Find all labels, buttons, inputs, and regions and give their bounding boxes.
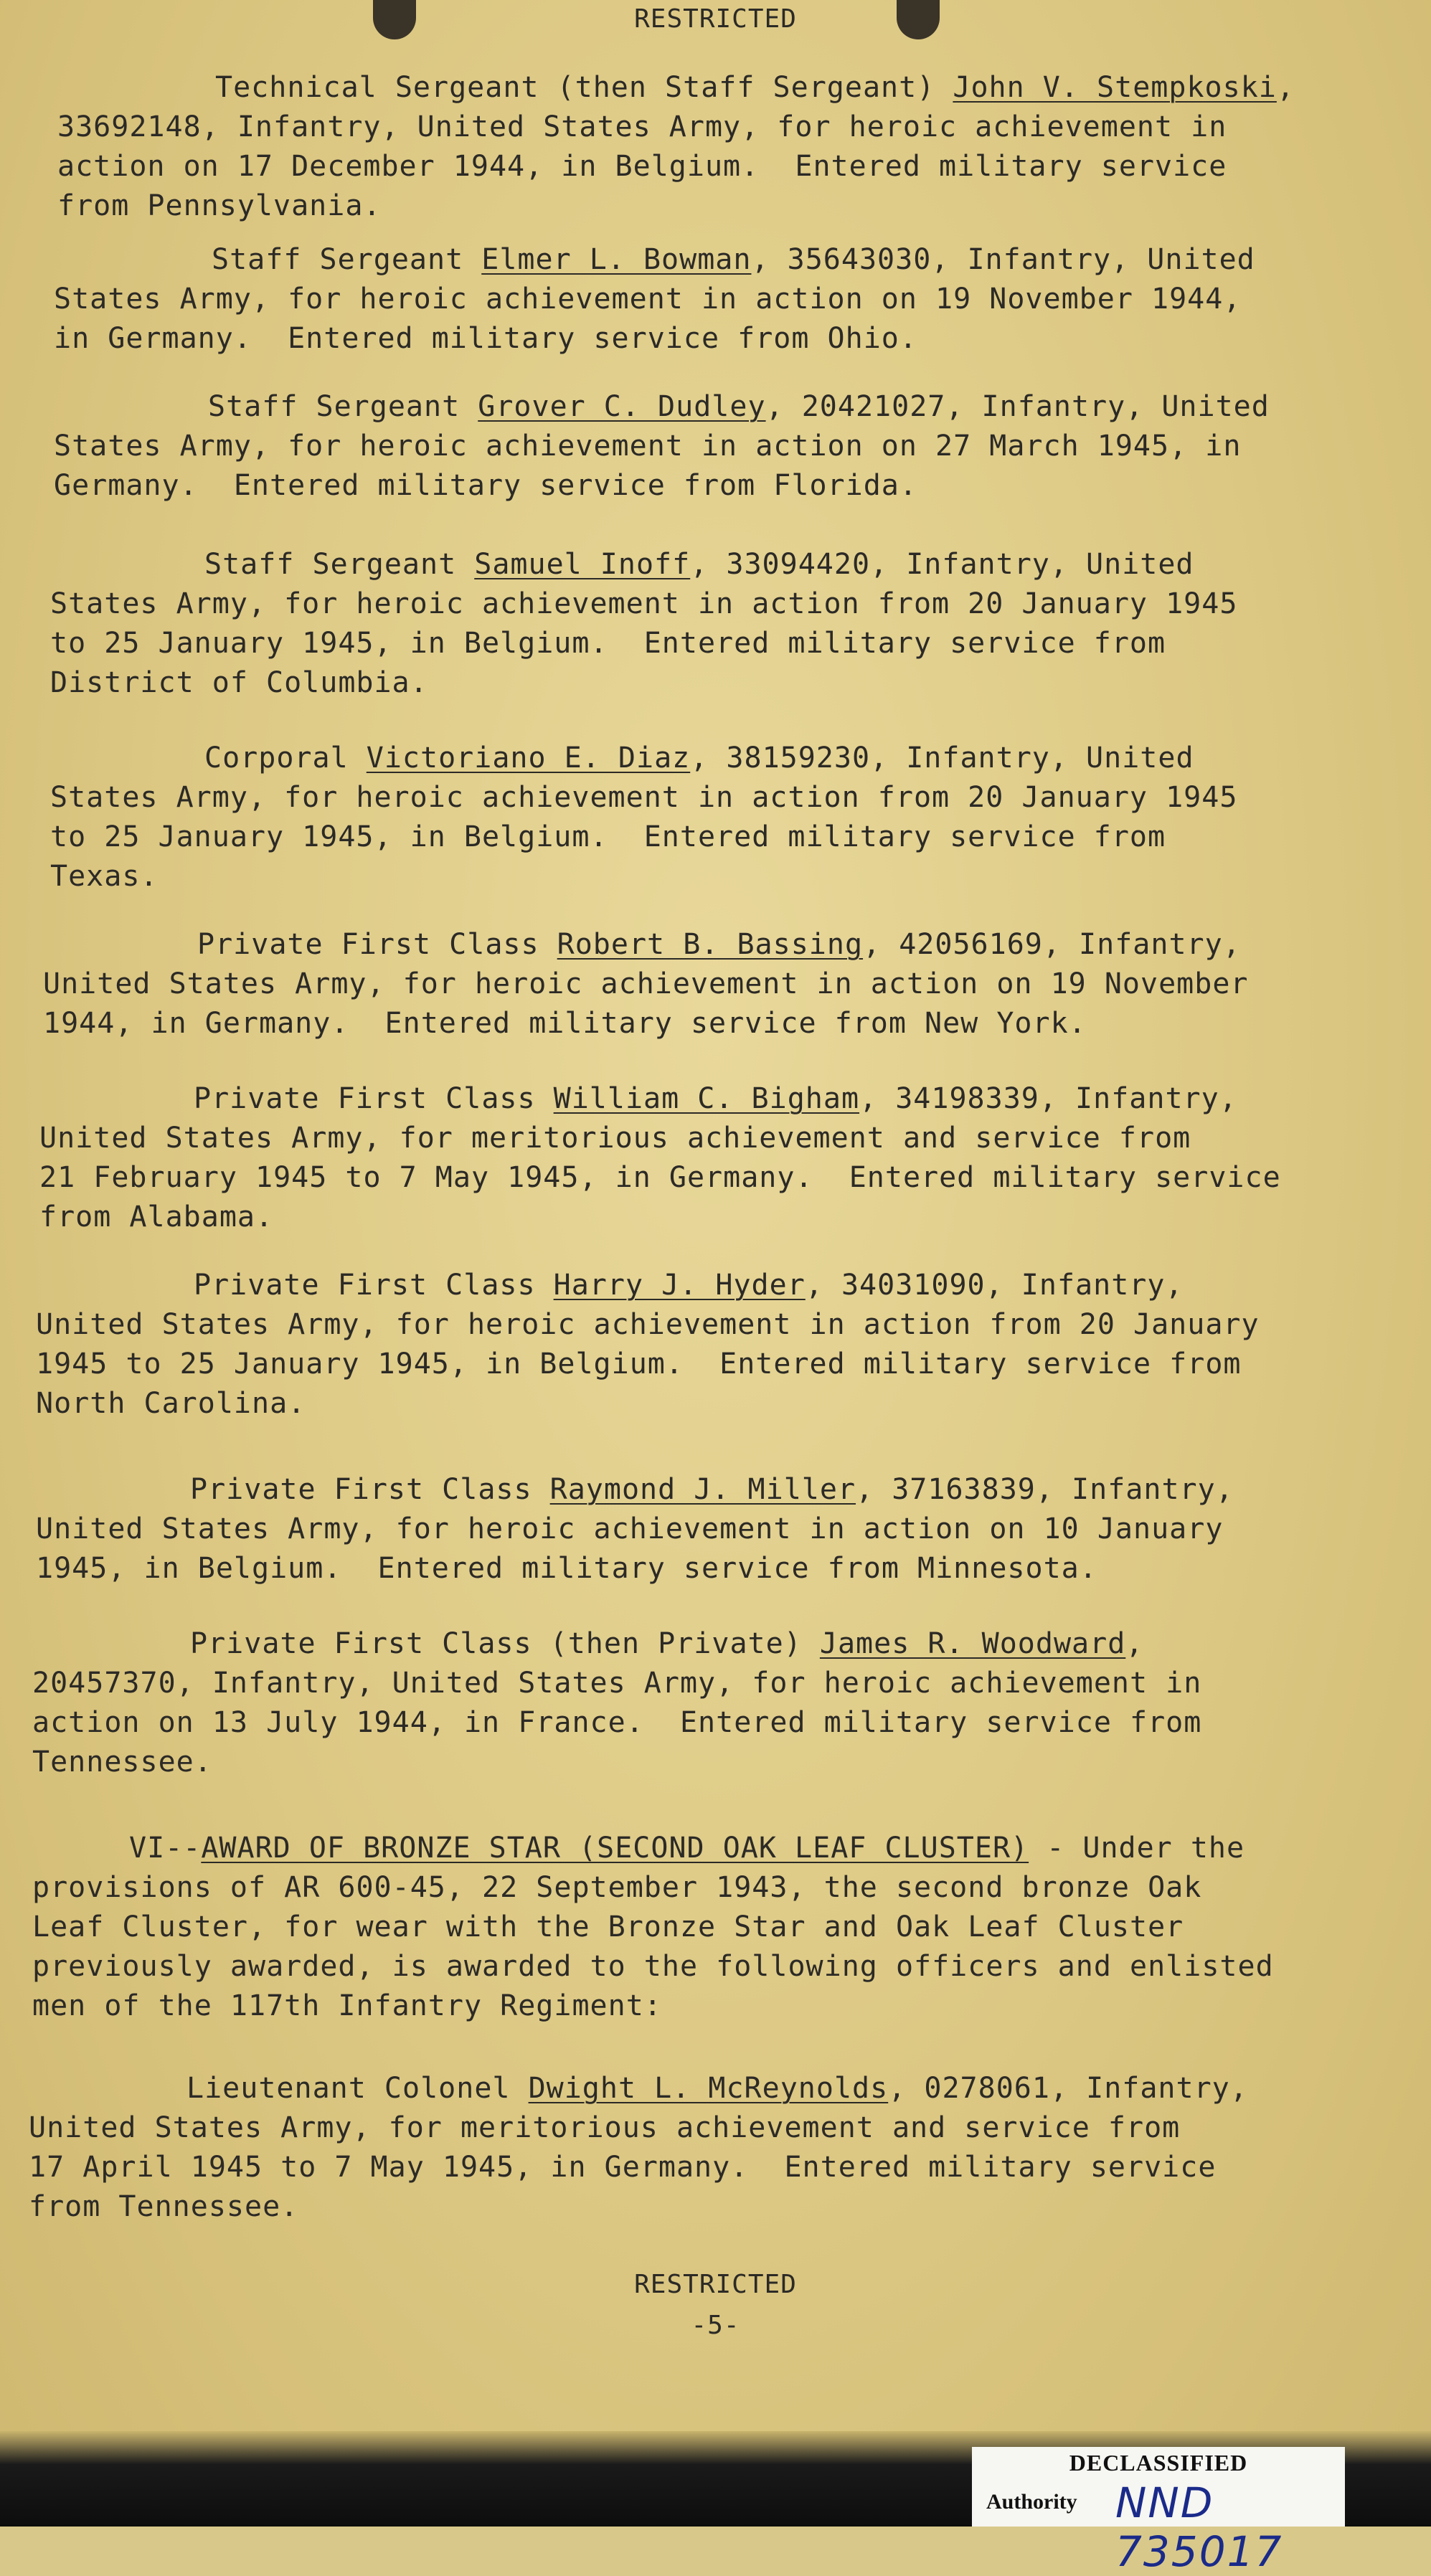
page-number: -5-: [691, 2311, 740, 2340]
line-text: Private First Class: [194, 1082, 554, 1115]
text-line: [54, 427, 1241, 466]
text-line: [36, 1345, 1242, 1384]
text-line: [204, 545, 1194, 584]
line-text: , 33094420, Infantry, United: [690, 548, 1194, 581]
underlined-name: Harry J. Hyder: [553, 1269, 806, 1302]
line-text: 20457370, Infantry, United States Army, for heroic achievement in: [32, 1667, 1202, 1700]
text-line: [39, 1198, 273, 1237]
text-line: [39, 1119, 1191, 1158]
line-text: District of Columbia.: [50, 666, 428, 699]
underlined-name: Grover C. Dudley: [478, 390, 766, 423]
text-line: [39, 1158, 1281, 1198]
line-text: Germany. Entered military service from Florida.: [54, 469, 917, 502]
declassified-title: DECLASSIFIED: [1069, 2450, 1248, 2476]
line-text: States Army, for heroic achievement in action from 20 January 1945: [50, 781, 1238, 814]
line-text: Private First Class (then Private): [190, 1627, 820, 1660]
line-text: from Pennsylvania.: [57, 189, 382, 222]
text-line: [50, 818, 1166, 857]
text-line: [54, 280, 1241, 319]
line-text: Private First Class: [194, 1269, 554, 1302]
text-line: [36, 1510, 1223, 1549]
text-line: [29, 2108, 1180, 2148]
line-text: United States Army, for meritorious achievement and service from: [39, 1122, 1191, 1155]
text-line: [212, 240, 1255, 280]
text-line: [32, 1664, 1201, 1703]
underlined-name: Dwight L. McReynolds: [528, 2072, 889, 2105]
authority-label: Authority: [986, 2490, 1077, 2514]
underlined-name: John V. Stempkoski: [953, 71, 1277, 104]
line-text: 33692148, Infantry, United States Army, for heroic achievement in: [57, 110, 1227, 143]
line-text: Staff Sergeant: [212, 243, 482, 276]
line-text: North Carolina.: [36, 1387, 306, 1420]
text-line: [57, 147, 1227, 186]
line-text: 1944, in Germany. Entered military service from New York.: [43, 1007, 1087, 1040]
line-text: , 35643030, Infantry, United: [751, 243, 1255, 276]
line-text: action on 13 July 1944, in France. Entered military service from: [32, 1706, 1202, 1739]
line-text: United States Army, for heroic achievement in action on 10 January: [36, 1512, 1224, 1545]
line-text: , 20421027, Infantry, United: [765, 390, 1270, 423]
text-line: [50, 778, 1237, 818]
line-text: Private First Class: [190, 1473, 550, 1506]
line-text: United States Army, for heroic achievement in action on 19 November: [43, 967, 1249, 1000]
header-classification: RESTRICTED: [634, 4, 797, 34]
line-text: 17 April 1945 to 7 May 1945, in Germany. Entered military service: [29, 2151, 1217, 2184]
line-text: - Under the: [1029, 1832, 1245, 1865]
underlined-name: Raymond J. Miller: [549, 1473, 856, 1506]
line-text: from Alabama.: [39, 1201, 274, 1233]
line-text: action on 17 December 1944, in Belgium. Entered military service: [57, 150, 1227, 183]
text-line: [32, 1743, 212, 1782]
text-line: [57, 108, 1227, 147]
underlined-name: Victoriano E. Diaz: [366, 742, 691, 775]
text-line: [50, 857, 159, 896]
text-line: [186, 2069, 1248, 2108]
text-line: [208, 387, 1270, 427]
line-text: provisions of AR 600-45, 22 September 1943, the second bronze Oak: [32, 1871, 1202, 1904]
underlined-name: James R. Woodward: [819, 1627, 1126, 1660]
text-line: [190, 1470, 1234, 1510]
declassified-stamp: [972, 2447, 1345, 2576]
text-line: [204, 739, 1194, 778]
line-text: to 25 January 1945, in Belgium. Entered military service from: [50, 820, 1166, 853]
line-text: Staff Sergeant: [204, 548, 475, 581]
line-text: previously awarded, is awarded to the following officers and enlisted: [32, 1950, 1274, 1983]
text-line: [57, 186, 381, 226]
text-line: [36, 1384, 306, 1424]
text-line: [190, 1624, 1143, 1664]
text-line: [43, 1004, 1087, 1043]
footer-classification: RESTRICTED: [634, 2270, 797, 2299]
line-text: Technical Sergeant (then Staff Sergeant): [215, 71, 953, 104]
text-line: [50, 584, 1237, 624]
line-text: in Germany. Entered military service from Ohio.: [54, 322, 917, 355]
text-line: [29, 2187, 298, 2227]
line-text: to 25 January 1945, in Belgium. Entered military service from: [50, 627, 1166, 660]
text-line: [32, 1868, 1201, 1908]
authority-number: NND 735017: [1115, 2478, 1283, 2576]
text-line: [129, 1829, 1245, 1868]
text-line: [194, 1266, 1184, 1305]
line-text: 1945 to 25 January 1945, in Belgium. Entered military service from: [36, 1348, 1242, 1381]
line-text: Staff Sergeant: [208, 390, 478, 423]
underlined-name: Elmer L. Bowman: [481, 243, 752, 276]
text-line: [36, 1549, 1097, 1588]
underlined-name: AWARD OF BRONZE STAR (SECOND OAK LEAF CLUSTER): [201, 1832, 1029, 1865]
text-line: [54, 319, 917, 359]
text-line: [54, 466, 917, 506]
line-text: , 38159230, Infantry, United: [690, 742, 1194, 775]
line-text: , 37163839, Infantry,: [856, 1473, 1234, 1506]
line-text: from Tennessee.: [29, 2190, 299, 2223]
text-line: [32, 1908, 1184, 1947]
line-text: VI--: [129, 1832, 202, 1865]
line-text: States Army, for heroic achievement in action on 19 November 1944,: [54, 283, 1242, 316]
text-line: [50, 663, 428, 703]
text-line: [50, 624, 1166, 663]
line-text: 1945, in Belgium. Entered military service from Minnesota.: [36, 1552, 1097, 1585]
text-line: [43, 965, 1249, 1004]
line-text: ,: [1125, 1627, 1144, 1660]
text-line: [197, 925, 1241, 965]
line-text: Corporal: [204, 742, 367, 775]
line-text: States Army, for heroic achievement in action from 20 January 1945: [50, 587, 1238, 620]
line-text: Private First Class: [197, 928, 557, 961]
line-text: 21 February 1945 to 7 May 1945, in Germany. Entered military service: [39, 1161, 1281, 1194]
line-text: ,: [1276, 71, 1295, 104]
text-line: [32, 1987, 662, 2026]
line-text: United States Army, for heroic achievement in action from 20 January: [36, 1308, 1260, 1341]
line-text: , 34031090, Infantry,: [805, 1269, 1184, 1302]
text-line: [36, 1305, 1260, 1345]
text-line: [215, 68, 1295, 108]
line-text: States Army, for heroic achievement in action on 27 March 1945, in: [54, 430, 1242, 463]
line-text: , 0278061, Infantry,: [888, 2072, 1248, 2105]
text-line: [194, 1079, 1237, 1119]
underlined-name: William C. Bigham: [553, 1082, 860, 1115]
underlined-name: Robert B. Bassing: [557, 928, 864, 961]
line-text: Leaf Cluster, for wear with the Bronze Star and Oak Leaf Cluster: [32, 1910, 1184, 1943]
text-line: [32, 1947, 1274, 1987]
line-text: , 34198339, Infantry,: [859, 1082, 1237, 1115]
text-line: [32, 1703, 1201, 1743]
text-line: [29, 2148, 1216, 2187]
line-text: Lieutenant Colonel: [186, 2072, 529, 2105]
line-text: Tennessee.: [32, 1746, 212, 1779]
underlined-name: Samuel Inoff: [474, 548, 691, 581]
line-text: , 42056169, Infantry,: [863, 928, 1241, 961]
line-text: Texas.: [50, 860, 159, 893]
line-text: men of the 117th Infantry Regiment:: [32, 1989, 662, 2022]
line-text: United States Army, for meritorious achievement and service from: [29, 2111, 1181, 2144]
